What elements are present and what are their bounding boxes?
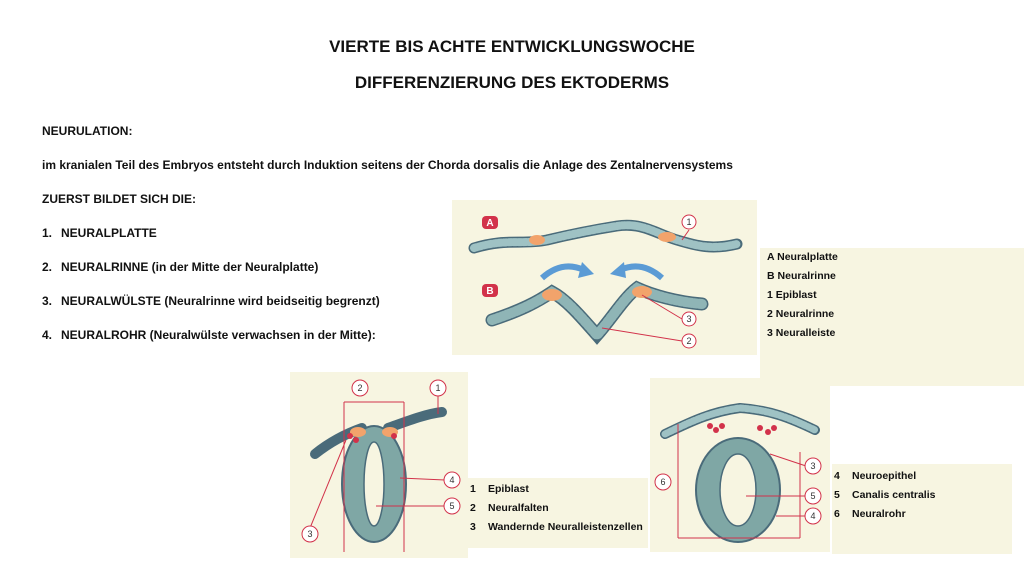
legend-item: B Neuralrinne bbox=[767, 270, 836, 282]
legend-item: A Neuralplatte bbox=[767, 251, 838, 263]
crest-cells-a-right bbox=[658, 232, 676, 242]
step-text: NEURALWÜLSTE (Neuralrinne wird beidseitig begrenzt) bbox=[61, 294, 380, 308]
legend-item: 2 Neuralrinne bbox=[767, 308, 835, 320]
legend-item: 6 Neuralrohr bbox=[834, 508, 906, 520]
step-text: NEURALRINNE (in der Mitte der Neuralplatte) bbox=[61, 260, 319, 274]
fold-arrow-left bbox=[542, 266, 584, 278]
svg-text:3: 3 bbox=[810, 461, 816, 471]
legend-item: 1 Epiblast bbox=[470, 483, 529, 495]
legend-item: 4 Neuroepithel bbox=[834, 470, 917, 482]
step-number: 4. bbox=[42, 328, 53, 342]
crest-cells-a-left bbox=[529, 235, 545, 245]
svg-text:2: 2 bbox=[686, 336, 692, 346]
central-canal bbox=[720, 454, 756, 526]
svg-text:1: 1 bbox=[686, 217, 692, 227]
step-item bbox=[42, 294, 380, 308]
label-a: A bbox=[486, 218, 494, 229]
legend-right bbox=[834, 467, 935, 524]
label-b: B bbox=[486, 286, 494, 297]
legend-mid bbox=[470, 480, 643, 537]
neural-folds-diagram bbox=[290, 372, 468, 558]
legend-item: 3 Wandernde Neuralleistenzellen bbox=[470, 521, 643, 533]
legend-item: 3 Neuralleiste bbox=[767, 327, 836, 339]
crest-cells-b-right bbox=[632, 286, 652, 298]
legend-item: 1 Epiblast bbox=[767, 289, 817, 301]
step-number: 2. bbox=[42, 260, 53, 274]
step-item bbox=[42, 226, 157, 240]
legend-item: 2 Neuralfalten bbox=[470, 502, 549, 514]
step-text: NEURALPLATTE bbox=[61, 226, 157, 240]
fold-arrow-right bbox=[620, 266, 662, 278]
step-number: 1. bbox=[42, 226, 53, 240]
svg-text:6: 6 bbox=[660, 477, 666, 487]
neural-tube-diagram bbox=[650, 378, 830, 552]
legend-item: 5 Canalis centralis bbox=[834, 489, 936, 501]
legend-top bbox=[767, 248, 838, 343]
page-subtitle: DIFFERENZIERUNG DES EKTODERMS bbox=[354, 73, 670, 92]
first-heading: ZUERST BILDET SICH DIE: bbox=[42, 192, 197, 206]
crest-cells-b-left bbox=[542, 289, 562, 301]
step-item bbox=[42, 328, 376, 342]
step-text: NEURALROHR (Neuralwülste verwachsen in der Mitte): bbox=[61, 328, 376, 342]
svg-text:5: 5 bbox=[449, 501, 455, 511]
step-item bbox=[42, 260, 318, 274]
intro-text: im kranialen Teil des Embryos entsteht durch Induktion seitens der Chorda dorsalis die Anlage des Zentalnervensystems bbox=[42, 158, 733, 172]
section-heading: NEURULATION: bbox=[42, 124, 133, 138]
svg-text:2: 2 bbox=[357, 383, 363, 393]
svg-text:1: 1 bbox=[435, 383, 441, 393]
neural-plate-groove-diagram bbox=[452, 200, 757, 355]
svg-text:4: 4 bbox=[810, 511, 816, 521]
svg-text:3: 3 bbox=[307, 529, 313, 539]
svg-text:5: 5 bbox=[810, 491, 816, 501]
svg-text:4: 4 bbox=[449, 475, 455, 485]
step-number: 3. bbox=[42, 294, 53, 308]
svg-text:3: 3 bbox=[686, 314, 692, 324]
page-title: VIERTE BIS ACHTE ENTWICKLUNGSWOCHE bbox=[329, 37, 695, 56]
